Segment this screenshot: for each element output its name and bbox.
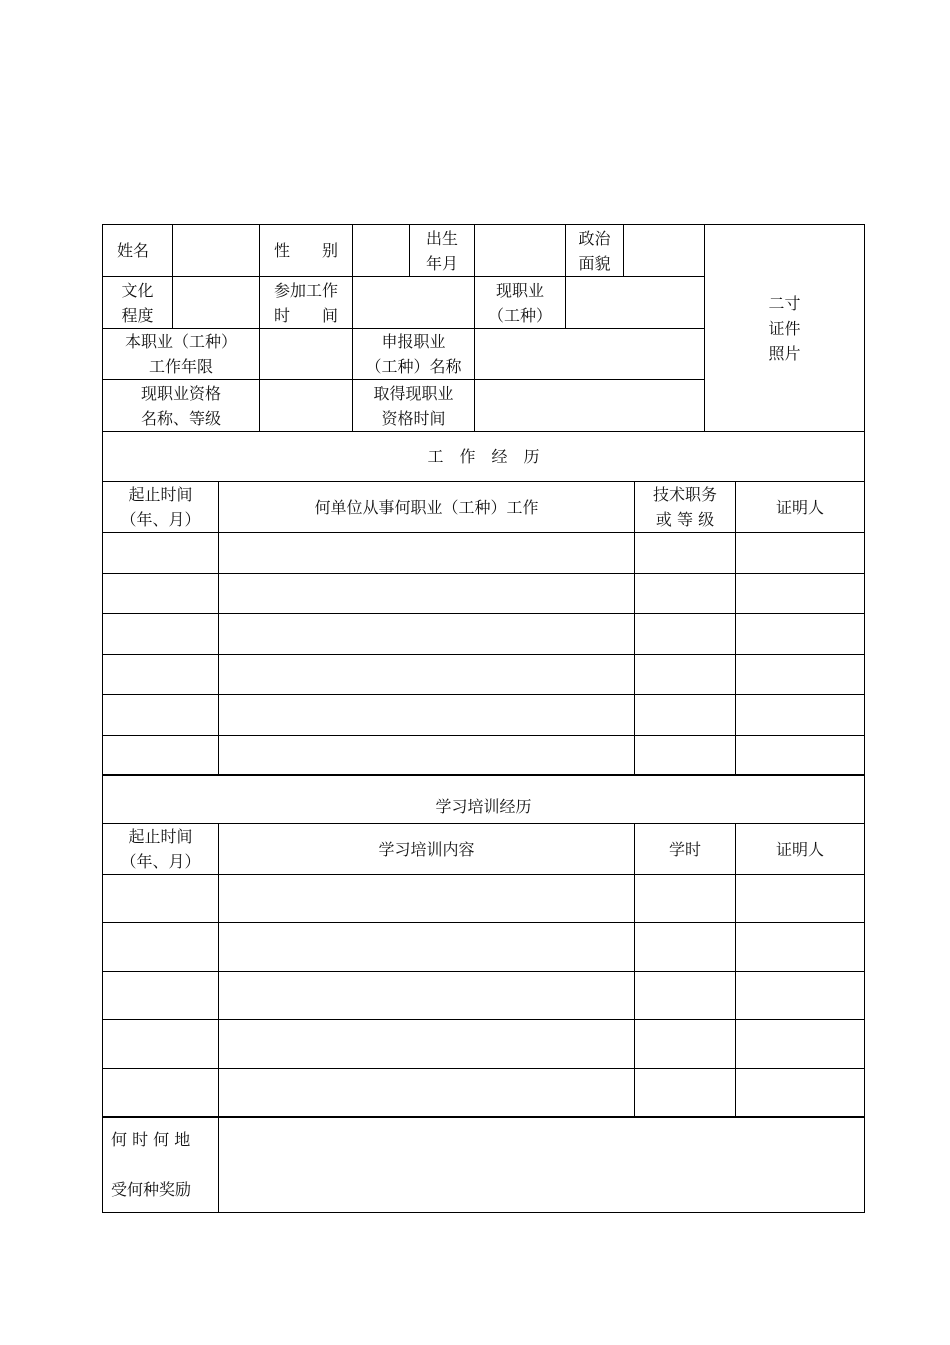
education-field[interactable] <box>173 277 260 329</box>
study-cell-period[interactable] <box>103 875 219 923</box>
gender-label: 性 别 <box>260 225 353 277</box>
declared-label: 申报职业 （工种）名称 <box>353 329 475 380</box>
study-cell-content[interactable] <box>219 972 635 1020</box>
study-cell-content[interactable] <box>219 1069 635 1118</box>
study-cell-hours[interactable] <box>635 875 736 923</box>
study-cell-period[interactable] <box>103 1069 219 1118</box>
qualification-label: 现职业资格 名称、等级 <box>103 380 260 432</box>
table-row <box>103 574 865 614</box>
birth-label: 出生 年月 <box>410 225 475 277</box>
work-cell-employer[interactable] <box>219 533 635 574</box>
current-job-label: 现职业 （工种） <box>475 277 566 329</box>
work-cell-title[interactable] <box>635 533 736 574</box>
study-cell-referee[interactable] <box>736 923 865 972</box>
award-label: 何 时 何 地 受何种奖励 <box>103 1117 219 1213</box>
study-cell-referee[interactable] <box>736 972 865 1020</box>
years-label: 本职业（工种） 工作年限 <box>103 329 260 380</box>
study-section-title: 学习培训经历 <box>103 775 865 824</box>
work-header-title: 技术职务 或 等 级 <box>635 482 736 533</box>
study-cell-content[interactable] <box>219 923 635 972</box>
study-cell-period[interactable] <box>103 972 219 1020</box>
work-cell-title[interactable] <box>635 695 736 736</box>
award-field[interactable] <box>219 1117 865 1213</box>
work-cell-title[interactable] <box>635 736 736 776</box>
photo-box[interactable]: 二寸 证件 照片 <box>705 225 865 432</box>
study-cell-referee[interactable] <box>736 1069 865 1118</box>
table-row <box>103 923 865 972</box>
work-cell-referee[interactable] <box>736 614 865 655</box>
work-cell-referee[interactable] <box>736 655 865 695</box>
qualification-time-label: 取得现职业 资格时间 <box>353 380 475 432</box>
basic-info-table <box>102 224 865 432</box>
table-row <box>103 695 865 736</box>
years-field[interactable] <box>260 329 353 380</box>
work-start-field[interactable] <box>353 277 475 329</box>
work-start-label: 参加工作 时 间 <box>260 277 353 329</box>
work-cell-referee[interactable] <box>736 695 865 736</box>
qualification-time-field[interactable] <box>475 380 705 432</box>
work-cell-employer[interactable] <box>219 736 635 776</box>
work-history-table <box>102 431 865 776</box>
work-header-period: 起止时间 （年、月） <box>103 482 219 533</box>
gender-field[interactable] <box>353 225 410 277</box>
study-header-hours: 学时 <box>635 824 736 875</box>
current-job-field[interactable] <box>566 277 705 329</box>
declared-field[interactable] <box>475 329 705 380</box>
study-cell-hours[interactable] <box>635 1020 736 1069</box>
work-cell-period[interactable] <box>103 736 219 776</box>
study-cell-period[interactable] <box>103 1020 219 1069</box>
work-cell-title[interactable] <box>635 574 736 614</box>
table-row <box>103 655 865 695</box>
work-cell-title[interactable] <box>635 655 736 695</box>
study-cell-referee[interactable] <box>736 1020 865 1069</box>
table-row <box>103 1020 865 1069</box>
study-cell-period[interactable] <box>103 923 219 972</box>
work-section-title: 工 作 经 历 <box>103 432 865 482</box>
work-header-employer: 何单位从事何职业（工种）工作 <box>219 482 635 533</box>
study-header-content: 学习培训内容 <box>219 824 635 875</box>
table-row <box>103 533 865 574</box>
work-cell-period[interactable] <box>103 533 219 574</box>
study-history-table <box>102 774 865 1118</box>
application-form <box>102 224 864 1212</box>
work-cell-referee[interactable] <box>736 533 865 574</box>
work-header-referee: 证明人 <box>736 482 865 533</box>
work-cell-period[interactable] <box>103 574 219 614</box>
qualification-field[interactable] <box>260 380 353 432</box>
work-cell-period[interactable] <box>103 614 219 655</box>
birth-field[interactable] <box>475 225 566 277</box>
work-cell-referee[interactable] <box>736 736 865 776</box>
work-cell-period[interactable] <box>103 655 219 695</box>
education-label: 文化 程度 <box>103 277 173 329</box>
table-row <box>103 875 865 923</box>
study-header-period: 起止时间 （年、月） <box>103 824 219 875</box>
work-cell-employer[interactable] <box>219 695 635 736</box>
name-label: 姓名 <box>103 225 173 277</box>
work-cell-employer[interactable] <box>219 614 635 655</box>
table-row <box>103 972 865 1020</box>
political-field[interactable] <box>624 225 705 277</box>
political-label: 政治 面貌 <box>566 225 624 277</box>
award-table <box>102 1116 865 1213</box>
work-cell-referee[interactable] <box>736 574 865 614</box>
table-row <box>103 614 865 655</box>
study-cell-hours[interactable] <box>635 1069 736 1118</box>
work-cell-title[interactable] <box>635 614 736 655</box>
study-cell-hours[interactable] <box>635 972 736 1020</box>
study-header-referee: 证明人 <box>736 824 865 875</box>
study-cell-referee[interactable] <box>736 875 865 923</box>
work-cell-employer[interactable] <box>219 574 635 614</box>
study-cell-content[interactable] <box>219 1020 635 1069</box>
study-cell-hours[interactable] <box>635 923 736 972</box>
name-field[interactable] <box>173 225 260 277</box>
work-cell-period[interactable] <box>103 695 219 736</box>
table-row <box>103 1069 865 1118</box>
work-cell-employer[interactable] <box>219 655 635 695</box>
study-cell-content[interactable] <box>219 875 635 923</box>
table-row <box>103 736 865 776</box>
